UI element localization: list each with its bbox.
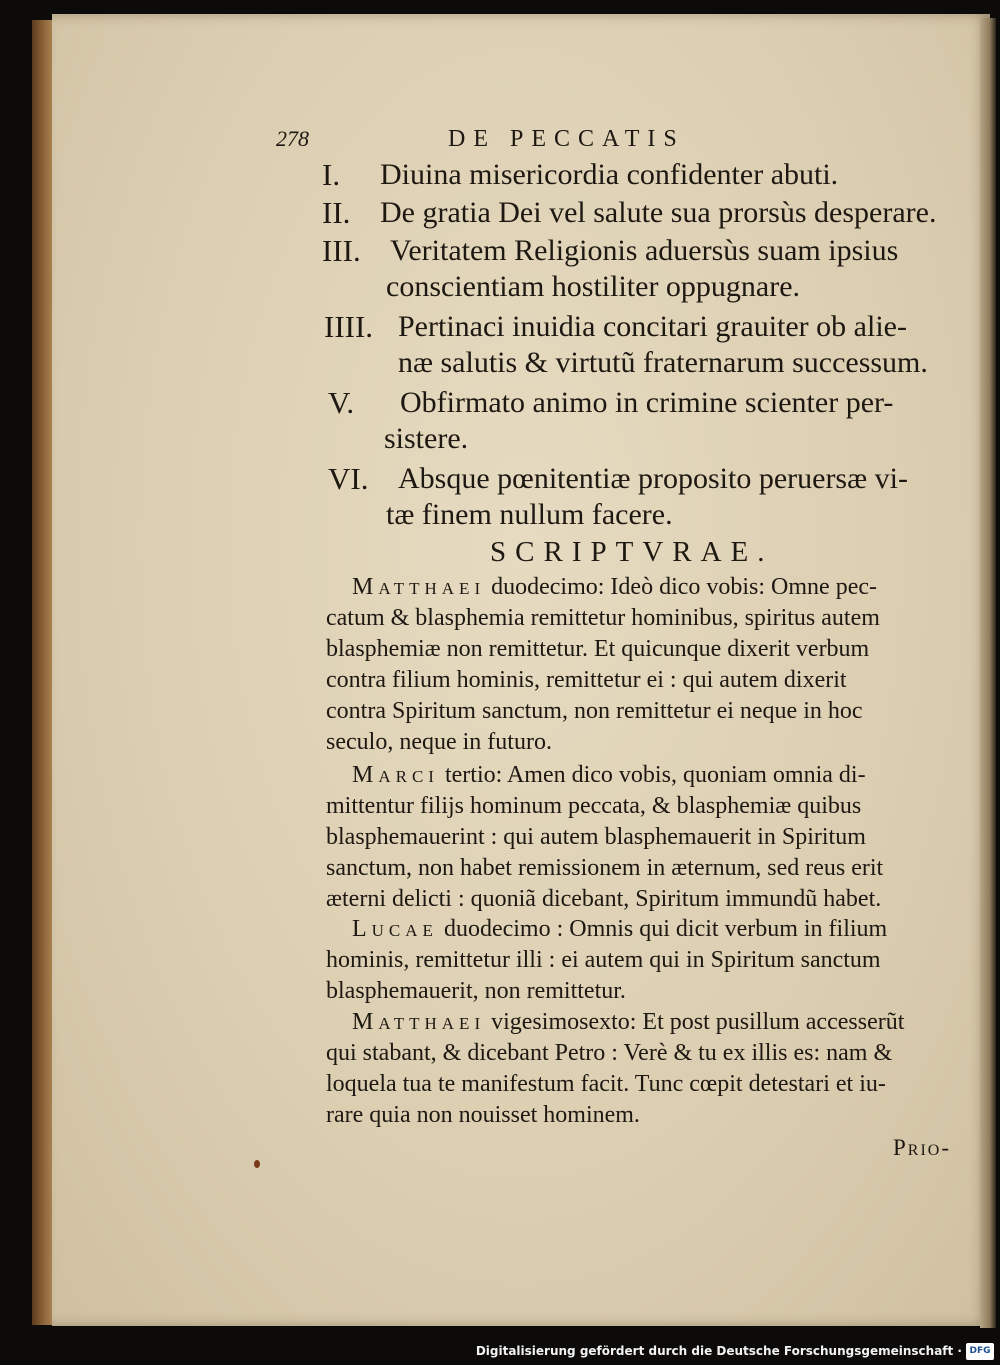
list-numeral: VI.: [328, 461, 369, 496]
paragraph-first-line: [352, 572, 877, 603]
paragraph-line: contra filium hominis, remittetur ei : qui autem dixerit: [326, 667, 847, 693]
list-item: [322, 308, 982, 384]
paragraph-line: sanctum, non habet remissionem in æternum, sed reus erit: [326, 855, 884, 881]
list-numeral: V.: [328, 385, 355, 420]
page-number: 278: [276, 126, 309, 151]
sin-list: [322, 156, 982, 536]
list-item: [322, 232, 982, 308]
list-numeral: II.: [322, 195, 351, 230]
list-numeral: I.: [322, 157, 341, 192]
list-line: Obfirmato animo in crimine scienter per-: [400, 386, 894, 419]
first-line-text: duodecimo : Omnis qui dicit verbum in filium: [437, 916, 888, 942]
catchword: Prio-: [893, 1135, 952, 1160]
list-line: Veritatem Religionis aduersùs suam ipsius: [390, 234, 899, 267]
book-reference: Matthaei: [352, 574, 486, 600]
paragraph-line: contra Spiritum sanctum, non remittetur ei neque in hoc: [326, 698, 863, 724]
digitization-footer: [0, 1340, 1000, 1365]
list-line: Diuina misericordia confidenter abuti.: [380, 158, 839, 191]
first-line-text: duodecimo: Ideò dico vobis: Omne pec-: [485, 574, 878, 600]
list-line: De gratia Dei vel salute sua prorsùs desperare.: [380, 196, 937, 229]
ink-speck: [254, 1160, 260, 1168]
paragraph-line: blasphemiæ non remittetur. Et quicunque dixerit verbum: [326, 636, 870, 662]
paragraph-line: rare quia non nouisset hominem.: [326, 1102, 640, 1128]
paragraph-first-line: [352, 760, 866, 791]
footer-credit-text: Digitalisierung gefördert durch die Deutsche Forschungsgemeinschaft ·: [475, 1344, 962, 1358]
paragraph-line: qui stabant, & dicebant Petro : Verè & tu ex illis es: nam &: [326, 1040, 893, 1066]
paragraph-line: mittentur filijs hominum peccata, & blasphemiæ quibus: [326, 793, 862, 819]
paragraph-line: æterni delicti : quoniã dicebant, Spiritum immundũ habet.: [326, 886, 882, 912]
paragraph-line: blasphemauerit, non remittetur.: [326, 978, 626, 1004]
book-reference: Lucae: [352, 916, 438, 942]
paragraph-line: loquela tua te manifestum facit. Tunc cœpit detestari et iu-: [326, 1071, 886, 1097]
list-line: tæ finem nullum facere.: [386, 498, 673, 531]
list-item: [322, 460, 982, 536]
first-line-text: vigesimosexto: Et post pusillum accesserũt: [485, 1009, 905, 1035]
list-item: [322, 194, 982, 232]
book-reference: Marci: [352, 762, 439, 788]
dfg-logo-icon: DFG: [966, 1343, 994, 1360]
paragraph-first-line: [352, 1007, 904, 1038]
list-item: [322, 156, 982, 194]
paragraph-first-line: [352, 914, 887, 945]
paragraph-line: blasphemauerint : qui autem blasphemauerit in Spiritum: [326, 824, 866, 850]
page-right-edge: [980, 18, 996, 1328]
running-head-title: DE PECCATIS: [448, 126, 685, 152]
list-line: Pertinaci inuidia concitari grauiter ob alie-: [398, 310, 907, 343]
list-line: conscientiam hostiliter oppugnare.: [386, 270, 801, 303]
list-line: næ salutis & virtutũ fraternarum successum.: [398, 346, 928, 379]
first-line-text: tertio: Amen dico vobis, quoniam omnia di-: [438, 762, 866, 788]
paragraph-line: seculo, neque in futuro.: [326, 729, 552, 755]
book-reference: Matthaei: [352, 1009, 486, 1035]
list-numeral: III.: [322, 233, 361, 268]
list-line: sistere.: [384, 422, 469, 455]
list-item: [322, 384, 982, 460]
paragraph-line: catum & blasphemia remittetur hominibus, spiritus autem: [326, 605, 880, 631]
list-numeral: IIII.: [324, 309, 374, 344]
section-heading: SCRIPTVRAE.: [490, 536, 774, 568]
list-line: Absque pœnitentiæ proposito peruersæ vi-: [398, 462, 908, 495]
paragraph-line: hominis, remittetur illi : ei autem qui in Spiritum sanctum: [326, 947, 881, 973]
running-head: [276, 126, 836, 156]
